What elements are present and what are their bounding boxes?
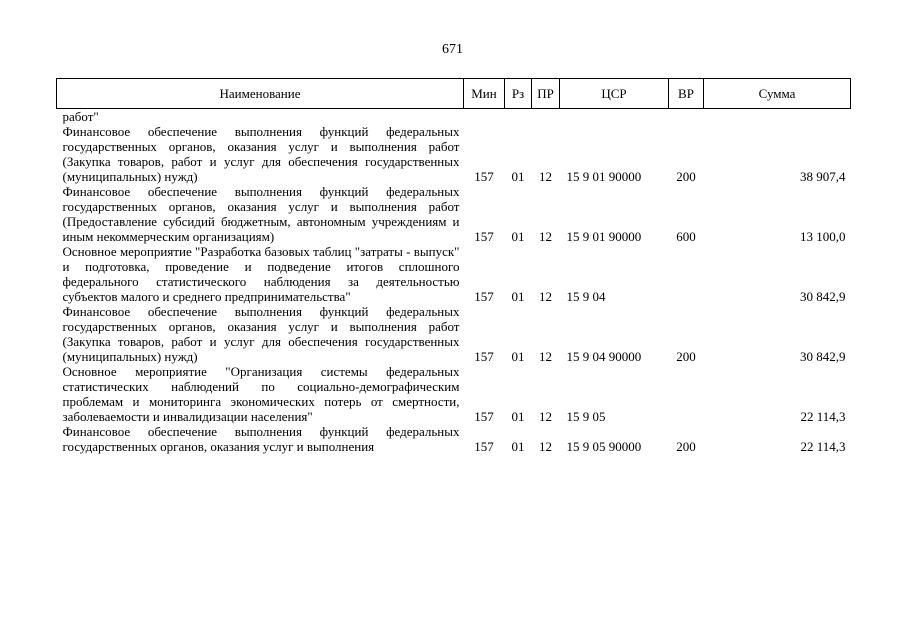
row-min: 157 — [474, 409, 494, 424]
row-pr: 12 — [539, 229, 552, 244]
row-name: Финансовое обеспечение выполнения функций федеральных государственных органов, оказания услуг и выполнения работ (Закупка товаров, работ и услуг для обеспечения государственных (муниципальных) нужд) — [62, 124, 460, 184]
header-pr: ПР — [532, 79, 560, 109]
row-vr: 200 — [676, 439, 696, 454]
row-min: 157 — [474, 439, 494, 454]
header-sum: Сумма — [704, 79, 851, 109]
row-name: Основное мероприятие "Разработка базовых таблиц "затраты - выпуск" и подготовка, проведение и подведение итогов сплошного федерального статистического наблюдения за деятельностью субъектов малого и среднего предпринимательства" — [62, 244, 460, 304]
row-pr: 12 — [539, 289, 552, 304]
row-pr: 12 — [539, 439, 552, 454]
row-rz: 01 — [511, 289, 525, 304]
row-vr — [669, 364, 704, 424]
table-row — [57, 184, 851, 244]
table-row — [57, 304, 851, 364]
row-rz: 01 — [511, 229, 525, 244]
row-vr: 200 — [676, 169, 696, 184]
row-csr: 15 9 01 90000 — [566, 169, 642, 184]
row-pr: 12 — [539, 169, 552, 184]
header-name: Наименование — [57, 79, 464, 109]
row-name: Финансовое обеспечение выполнения функций федеральных государственных органов, оказания услуг и выполнения — [62, 424, 460, 454]
table-row — [57, 244, 851, 304]
row-name: Финансовое обеспечение выполнения функций федеральных государственных органов, оказания услуг и выполнения работ (Предоставление субсидий бюджетным, автономным учреждениям и иным некоммерческим организациям) — [62, 184, 460, 244]
table-row — [57, 424, 851, 454]
table-row — [57, 364, 851, 424]
row-rz: 01 — [511, 409, 525, 424]
header-rz: Рз — [505, 79, 532, 109]
row-min: 157 — [474, 289, 494, 304]
table-header — [57, 79, 851, 109]
row-vr: 200 — [676, 349, 696, 364]
row-csr: 15 9 05 — [566, 409, 606, 424]
row-min: 157 — [474, 349, 494, 364]
row-pr: 12 — [539, 349, 552, 364]
table-row — [57, 124, 851, 184]
row-rz: 01 — [511, 169, 525, 184]
row-sum: 38 907,4 — [800, 169, 846, 184]
row-sum: 13 100,0 — [800, 229, 846, 244]
row-min: 157 — [474, 229, 494, 244]
row-rz: 01 — [511, 349, 525, 364]
row-min: 157 — [474, 169, 494, 184]
row-name: Основное мероприятие "Организация системы федеральных статистических наблюдений по социально-демографическим проблемам и мониторинга экономических потерь от смертности, заболеваемости и инвалидизации населения" — [62, 364, 460, 424]
header-min: Мин — [464, 79, 505, 109]
budget-table — [56, 78, 851, 454]
row-name: Финансовое обеспечение выполнения функций федеральных государственных органов, оказания услуг и выполнения работ (Закупка товаров, работ и услуг для обеспечения государственных (муниципальных) нужд) — [62, 304, 460, 364]
row-csr: 15 9 04 90000 — [566, 349, 642, 364]
continuation-row — [57, 109, 851, 125]
row-sum: 30 842,9 — [800, 289, 846, 304]
row-csr: 15 9 05 90000 — [566, 439, 642, 454]
continuation-text: работ" — [62, 109, 99, 124]
row-sum: 30 842,9 — [800, 349, 846, 364]
row-rz: 01 — [511, 439, 525, 454]
header-csr: ЦСР — [560, 79, 669, 109]
row-vr: 600 — [676, 229, 696, 244]
row-csr: 15 9 01 90000 — [566, 229, 642, 244]
header-vr: ВР — [669, 79, 704, 109]
row-pr: 12 — [539, 409, 552, 424]
page-number: 671 — [442, 42, 463, 57]
row-vr — [669, 244, 704, 304]
row-sum: 22 114,3 — [800, 439, 846, 454]
row-csr: 15 9 04 — [566, 289, 606, 304]
row-sum: 22 114,3 — [800, 409, 846, 424]
